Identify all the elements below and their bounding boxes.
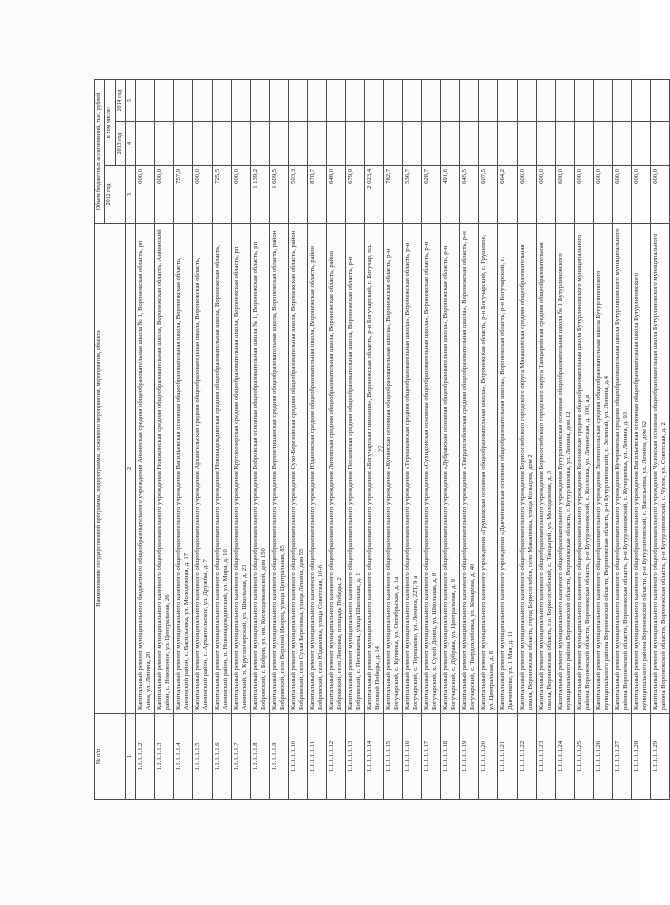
header-total-group: Объем бюджетных ассигнований, тыс. рублей [95,79,105,223]
row-amount-2013 [193,122,212,166]
row-num: 1.1.1.1.1.28 [631,714,650,800]
table-row [574,79,593,799]
row-name: Капитальный ремонт муниципального казенного учреждения «Грушевская основная общеобразовательная школа», Воронежская область, р-н Богучарский, с. Грушевое, ул. Центральная, д. 8 [479,224,498,714]
row-name: Капитальный ремонт муниципального казенного общеобразовательного учреждения Архангельская средняя общеобразовательная школа, Воронежская область, Аннинский район, с. Архангельское, ул. Дружбы, д. 7 [193,224,212,714]
table-row [212,79,231,799]
row-num: 1.1.1.1.1.6 [212,714,231,800]
row-amount-2014 [574,79,593,121]
row-num: 1.1.1.1.1.22 [517,714,536,800]
row-name: Капитальный ремонт муниципального казенного общеобразовательного учреждения Юдановская средняя общеобразовательная школа, Воронежская область, район Бобровский, село Юдановка, улица Советская, 10-б [307,224,326,714]
row-amount-2012: 600,0 [631,166,650,224]
row-num: 1.1.1.1.1.16 [403,714,422,800]
header-in-that-number: в том числе: [105,79,115,165]
row-amount-2012: 600,0 [155,166,174,224]
row-amount-2012: 757,9 [174,166,193,224]
table-row [384,79,403,799]
row-amount-2013 [384,122,403,166]
row-name: Капитальный ремонт муниципального казенного общеобразовательного учреждения «Богучарская гимназия», Воронежская область, р-н Богучарский, г. Богучар, пл. Великой Победы, д. 14 [365,224,384,714]
row-amount-2012: 600,0 [650,166,669,224]
header-2014: 2014 год [115,79,125,121]
row-name: Капитальный ремонт муниципального казенного общеобразовательного учреждения Борисоглебского городского округа Макашевская средняя общеобразовательная школа, Воронежская область, город Борисоглебск, село Макашевка, улица Кольцова, дом 2 [517,224,536,714]
row-amount-2014 [269,79,288,121]
table-row [403,79,422,799]
row-name: Капитальный ремонт муниципального казенного общеобразовательного учреждения Песковская средняя общеобразовательная школа, Воронежская область, р-н Бобровский, с. Песковатка, улица Школьная, д. 1 [345,224,364,714]
row-amount-2014 [365,79,384,121]
row-amount-2012: 725,5 [212,166,231,224]
row-num: 1.1.1.1.1.5 [193,714,212,800]
row-num: 1.1.1.1.1.12 [326,714,345,800]
row-amount-2012: 600,0 [612,166,631,224]
row-amount-2013 [365,122,384,166]
row-amount-2012: 648,0 [326,166,345,224]
row-amount-2014 [650,79,669,121]
row-amount-2012: 600,0 [193,166,212,224]
row-amount-2013 [498,122,517,166]
budget-table [94,79,670,800]
row-amount-2014 [384,79,403,121]
table-row [517,79,536,799]
row-amount-2013 [269,122,288,166]
row-name: Капитальный ремонт муниципального казенного общеобразовательного учреждения Зеленопольская средняя общеобразовательная школа Бутурлиновского муниципального района Воронежской области, Воронежская область, р-н Бутурлиновский, с. Зеленый, ул. Ленина, д.4 [593,224,612,714]
row-amount-2013 [422,122,441,166]
row-amount-2012: 628,7 [422,166,441,224]
table-row [441,79,460,799]
row-amount-2014 [536,79,555,121]
row-amount-2013 [460,122,479,166]
row-num: 1.1.1.1.1.11 [307,714,326,800]
table-row [155,79,174,799]
row-amount-2014 [345,79,364,121]
row-amount-2013 [155,122,174,166]
table-row [174,79,193,799]
row-name: Капитальный ремонт муниципального казенного общеобразовательного учреждения «Сухидонская основная общеобразовательная школа», Воронежская область, р-н Богучарский, х. Сухой Донец, ул. Школьная, д. 8 [422,224,441,714]
row-amount-2013 [307,122,326,166]
header-num: № п/п [95,714,126,800]
row-num: 1.1.1.1.1.25 [574,714,593,800]
row-name: Капитальный ремонт муниципального казенного общеобразовательного учреждения Круглоозерская средняя общеобразовательная школа, Воронежская область, рп Аннинский, п. Круглоозерский, ул. Школьная, д. 23 [231,224,250,714]
row-amount-2013 [441,122,460,166]
row-name: Капитальный ремонт муниципального казенного общеобразовательного учреждения Бутурлиновская основная общеобразовательная школа № 1 Бутурлиновского муниципального района Воронежской области, Воронежская область, г. Бутурлиновка, ул. Ленина, дом 12 [555,224,574,714]
table-row [612,79,631,799]
row-amount-2014 [288,79,307,121]
row-amount-2013 [231,122,250,166]
row-amount-2013 [593,122,612,166]
row-amount-2012: 536,7 [403,166,422,224]
row-amount-2013 [517,122,536,166]
row-amount-2013 [345,122,364,166]
row-amount-2013 [612,122,631,166]
row-amount-2012: 870,7 [307,166,326,224]
row-num: 1.1.1.1.1.17 [422,714,441,800]
row-num: 1.1.1.1.1.20 [479,714,498,800]
row-num: 1.1.1.1.1.3 [155,714,174,800]
row-amount-2014 [250,79,269,121]
rotated-table-container [94,80,667,800]
row-amount-2014 [612,79,631,121]
row-amount-2012: 491,6 [441,166,460,224]
row-amount-2013 [136,122,155,166]
row-amount-2013 [479,122,498,166]
table-row [231,79,250,799]
row-amount-2012: 664,2 [498,166,517,224]
row-amount-2014 [212,79,231,121]
row-name: Капитальный ремонт муниципального казенного общеобразовательного учреждения Верхнетишанская средняя общеобразовательная школа, Воронежская область, район Бобровский, село Верхний Икорец, улица Центральная, 85 [269,224,288,714]
row-num: 1.1.1.1.1.9 [269,714,288,800]
row-name: Капитальный ремонт муниципального казенного общеобразовательного учреждения «Терешковская средняя общеобразовательная школа», Воронежская область, р-н Богучарский, с. Терешково, ул. Ленина, 22Т, 9 а [403,224,422,714]
row-amount-2014 [174,79,193,121]
row-amount-2013 [631,122,650,166]
row-name: Капитальный ремонт муниципального казенного общеобразовательного учреждения «Купянская основная общеобразовательная школа», Воронежская область, р-н Богучарский, с. Купянка, ул. Октябрьская, д. 1а [384,224,403,714]
row-num: 1.1.1.1.1.8 [250,714,269,800]
header-2013: 2013 год [115,122,125,166]
row-num: 1.1.1.1.1.24 [555,714,574,800]
row-name: Капитальный ремонт муниципального казенного общеобразовательного учреждения Бобровская основная общеобразовательная школа № 1, Воронежская область, рп Бобровский, г. Бобров, ул. им. Космодемьянской, дом 150 [250,224,269,714]
row-num: 1.1.1.1.1.27 [612,714,631,800]
row-name: Капитальный ремонт муниципального казенного общеобразовательного учреждения Васильевская основная общеобразовательная школа Бутурлиновского муниципального района Воронежской области, р-н Бутурлиновский, с. Васильевка, ул. Ленина, дом 62 [631,224,650,714]
row-amount-2013 [174,122,193,166]
row-amount-2014 [326,79,345,121]
row-amount-2014 [422,79,441,121]
row-name: Капитальный ремонт муниципального казенного общеобразовательного учреждения «Твердохлебовская средняя общеобразовательная школа», Воронежская область, р-н Богучарский, с. Твердохлебовка, ул. Комарова, д. 40 [460,224,479,714]
table-row [555,79,574,799]
row-amount-2013 [212,122,231,166]
header-2012: 2012 год [105,166,126,224]
row-name: Капитальный ремонт муниципального казенного общеобразовательного учреждения Козловская средняя общеобразовательная школа Бутурлиновского муниципального района Воронежской области, Воронежская область, р-н Бутурлиновский, с. Козловка, ул. Ленинская, д. 100, а,в [574,224,593,714]
table-row [345,79,364,799]
row-amount-2014 [593,79,612,121]
header-idx-2: 2 [125,224,135,714]
table-row [326,79,345,799]
table-row [193,79,212,799]
page-number: 27 [377,445,386,453]
row-num: 1.1.1.1.1.2 [136,714,155,800]
row-amount-2014 [498,79,517,121]
row-amount-2013 [326,122,345,166]
table-row [422,79,441,799]
row-name: Капитальный ремонт муниципального казенного общеобразовательного учреждения Кучеряевская средняя общеобразовательная школа Бутурлиновского муниципального района Воронежской области, Воронежская область, р-н Бутурлиновский, с. Кучеряевка, ул. Ленина, д. 93 [612,224,631,714]
row-amount-2014 [231,79,250,121]
header-idx-5: 5 [125,79,135,121]
header-idx-1: 1 [125,714,135,800]
row-amount-2013 [250,122,269,166]
row-amount-2012: 600,0 [231,166,250,224]
row-amount-2013 [574,122,593,166]
row-amount-2012: 1 609,5 [269,166,288,224]
table-row [536,79,555,799]
row-amount-2014 [460,79,479,121]
row-amount-2014 [631,79,650,121]
row-amount-2013 [403,122,422,166]
row-amount-2012: 679,9 [345,166,364,224]
row-num: 1.1.1.1.1.18 [441,714,460,800]
row-num: 1.1.1.1.1.23 [536,714,555,800]
row-num: 1.1.1.1.1.10 [288,714,307,800]
table-row [250,79,269,799]
row-amount-2014 [517,79,536,121]
row-name: Капитальный ремонт муниципального казенного общеобразовательного учреждения Чулокская основная общеобразовательная школа Бутурлиновского муниципального района Воронежской области, Воронежская область, р-н Бутурлиновский, с. Чулок, ул. Советская, д. 2 [650,224,669,714]
row-amount-2012: 1 139,2 [250,166,269,224]
row-amount-2013 [536,122,555,166]
row-amount-2014 [136,79,155,121]
row-name: Капитальный ремонт муниципального казенного общеобразовательного учреждения Новоконская средняя общеобразовательная школа, Воронежская область, Аннинский район, с. Новоконое, ул. Центральная, 26 [155,224,174,714]
header-name: Наименование государственной программы, подпрограммы, основного мероприятия, мероприятия, объекта [95,224,126,714]
row-amount-2012: 600,0 [555,166,574,224]
row-amount-2014 [479,79,498,121]
row-num: 1.1.1.1.1.14 [365,714,384,800]
row-num: 1.1.1.1.1.21 [498,714,517,800]
row-amount-2012: 782,7 [384,166,403,224]
row-amount-2012: 600,0 [536,166,555,224]
row-num: 1.1.1.1.1.4 [174,714,193,800]
table-row [631,79,650,799]
row-num: 1.1.1.1.1.26 [593,714,612,800]
row-amount-2014 [155,79,174,121]
row-amount-2012: 600,0 [136,166,155,224]
row-amount-2012: 600,0 [517,166,536,224]
row-amount-2012: 2 023,4 [365,166,384,224]
table-body [136,79,670,799]
header-idx-3: 3 [125,166,135,224]
row-num: 1.1.1.1.1.7 [231,714,250,800]
row-amount-2012: 607,5 [479,166,498,224]
row-amount-2012: 600,0 [593,166,612,224]
row-amount-2014 [555,79,574,121]
row-amount-2014 [307,79,326,121]
row-amount-2012: 600,0 [574,166,593,224]
row-num: 1.1.1.1.1.13 [345,714,364,800]
header-idx-4: 4 [125,122,135,166]
table-row [136,79,155,799]
row-name: Капитальный ремонт муниципального казенного общеобразовательного учреждения «Дубравская основная общеобразовательная школа», Воронежская область, р-н Богучарский, с. Дубрава, ул. Центральная, д. 9 [441,224,460,714]
row-name: Капитальный ремонт муниципального казенного общеобразовательного учреждения Борисоглебского городского округа Танцырейская средняя общеобразовательная школа, Воронежская область, г.о. Борисоглебский, с. Танцырей, ул. Молодежная, д. 3 [536,224,555,714]
row-num: 1.1.1.1.1.15 [384,714,403,800]
table-row [498,79,517,799]
row-num: 1.1.1.1.1.19 [460,714,479,800]
row-amount-2014 [441,79,460,121]
table-row [650,79,669,799]
row-name: Капитальный ремонт муниципального казенного учреждения «Дьяченковская основная общеобразовательная школа», Воронежская область, р-н Богучарский, с. Дьяченково, ул. 1 Мая, д. 11 [498,224,517,714]
row-amount-2013 [288,122,307,166]
row-amount-2013 [650,122,669,166]
table-row [460,79,479,799]
table-row [365,79,384,799]
table-row [269,79,288,799]
table-row [593,79,612,799]
row-name: Капитальный ремонт муниципального казенного общеобразовательного учреждения Новонадеждинская средняя общеобразовательная школа, Воронежская область, Аннинский район, п. Новонадеждинский, ул. Мира, д. 10 [212,224,231,714]
row-name: Капитальный ремонт муниципального бюджетного общеобразовательного учреждения Аннинская средняя общеобразовательная школа № 1, Воронежская область, рп Анна, ул. Ленина, 20 [136,224,155,714]
row-name: Капитальный ремонт муниципального казенного общеобразовательного учреждения Сухо-Березовская средняя общеобразовательная школа, Воронежская область, район Бобровский, село Сухая Березовка, улица Ленина, дом 55 [288,224,307,714]
row-amount-2013 [555,122,574,166]
row-amount-2014 [403,79,422,121]
row-num: 1.1.1.1.1.29 [650,714,669,800]
table-row [307,79,326,799]
table-row [479,79,498,799]
table-row [288,79,307,799]
row-name: Капитальный ремонт муниципального казенного общеобразовательного учреждения Липовская средняя общеобразовательная школа, Воронежская область, район Бобровский, село Липовка, площадь Победы, 2 [326,224,345,714]
row-amount-2014 [193,79,212,121]
row-name: Капитальный ремонт муниципального казенного общеобразовательного учреждения Васильевская основная общеобразовательная школа, Воронежская область, Аннинский район, с. Васильевка, ул. Молодежная, д. 17 [174,224,193,714]
row-amount-2012: 503,3 [288,166,307,224]
row-amount-2012: 645,5 [460,166,479,224]
